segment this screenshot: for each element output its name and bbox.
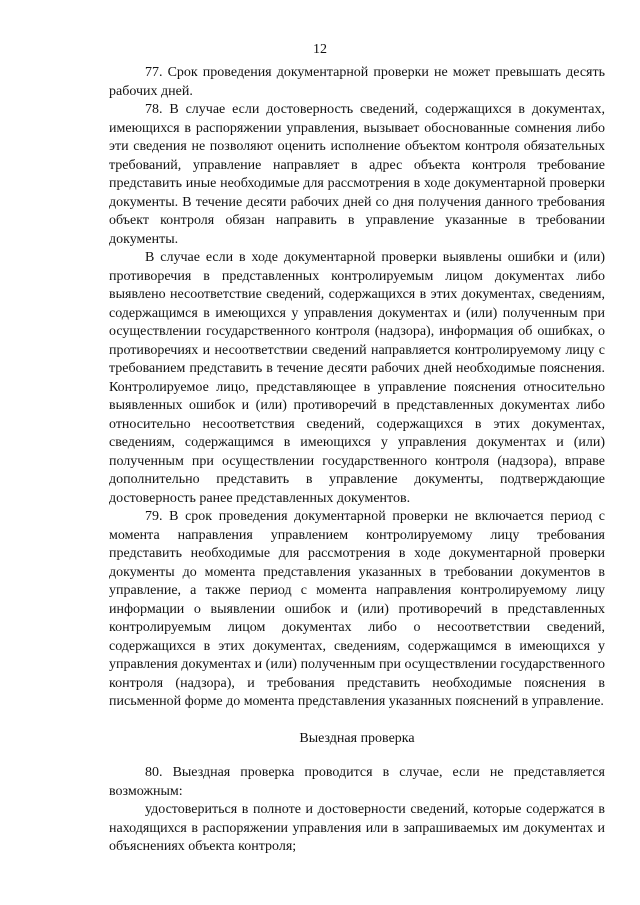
section-heading: Выездная проверка bbox=[299, 730, 415, 746]
paragraph-79: 79. В срок проведения документарной проверки не включается период с момента направления управлением контролируемому лицу требования представить необходимые для рассмотрения в ходе документарной проверки документы до момента представления указанных в требовании документов в управление, а также период с момента направления контролируемому лицу информации о выявлении ошибок и (или) противоречий в представленных контролируемым лицом документах либо о несоответствии сведений, содержащихся в этих документах, сведениям, содержащимся в имеющихся у управления документах и (или) полученным при осуществлении государственного контроля (надзора), и требования представить необходимые пояснения в письменной форме до момента представления указанных пояснений в управление. bbox=[109, 509, 605, 709]
paragraph-80-item-1: удостовериться в полноте и достоверности сведений, которые содержатся в находящихся в распоряжении управления или в запрашиваемых им документах и объяснениях объекта контроля; bbox=[109, 802, 605, 854]
paragraph-77: 77. Срок проведения документарной проверки не может превышать десять рабочих дней. bbox=[109, 65, 605, 99]
paragraph-80: 80. Выездная проверка проводится в случае, если не представляется возможным: bbox=[109, 765, 605, 799]
paragraph-78-continued: В случае если в ходе документарной проверки выявлены ошибки и (или) противоречия в представленных контролируемым лицом документах либо выявлено несоответствие сведений, содержащихся в этих документах, сведениям, содержащимся в имеющихся у управления документах и (или) полученным при осуществлении государственного контроля (надзора), информация об ошибках, о противоречиях и несоответствии сведений направляется контролируемому лицу с требованием представить в течение десяти рабочих дней необходимые пояснения. Контролируемое лицо, представляющее в управление пояснения относительно выявленных ошибок и (или) противоречий в представленных документах либо относительно несоответствия сведений, содержащихся в этих документах, сведениям, содержащимся в имеющихся у управления документах и (или) полученным при осуществлении государственного контроля (надзора), вправе дополнительно представить в управление документы, подтверждающие достоверность ранее представленных документов. bbox=[109, 250, 605, 506]
page-number: 12 bbox=[313, 42, 327, 57]
paragraph-78: 78. В случае если достоверность сведений, содержащихся в документах, имеющихся в распоряжении управления, вызывает обоснованные сомнения либо эти сведения не позволяют оценить исполнение объектом контроля обязательных требований, управление направляет в адрес объекта контроля требование представить иные необходимые для рассмотрения в ходе документарной проверки документы. В течение десяти рабочих дней со дня получения данного требования объект контроля обязан направить в управление указанные в требовании документы. bbox=[109, 102, 605, 247]
document-body bbox=[109, 64, 605, 857]
